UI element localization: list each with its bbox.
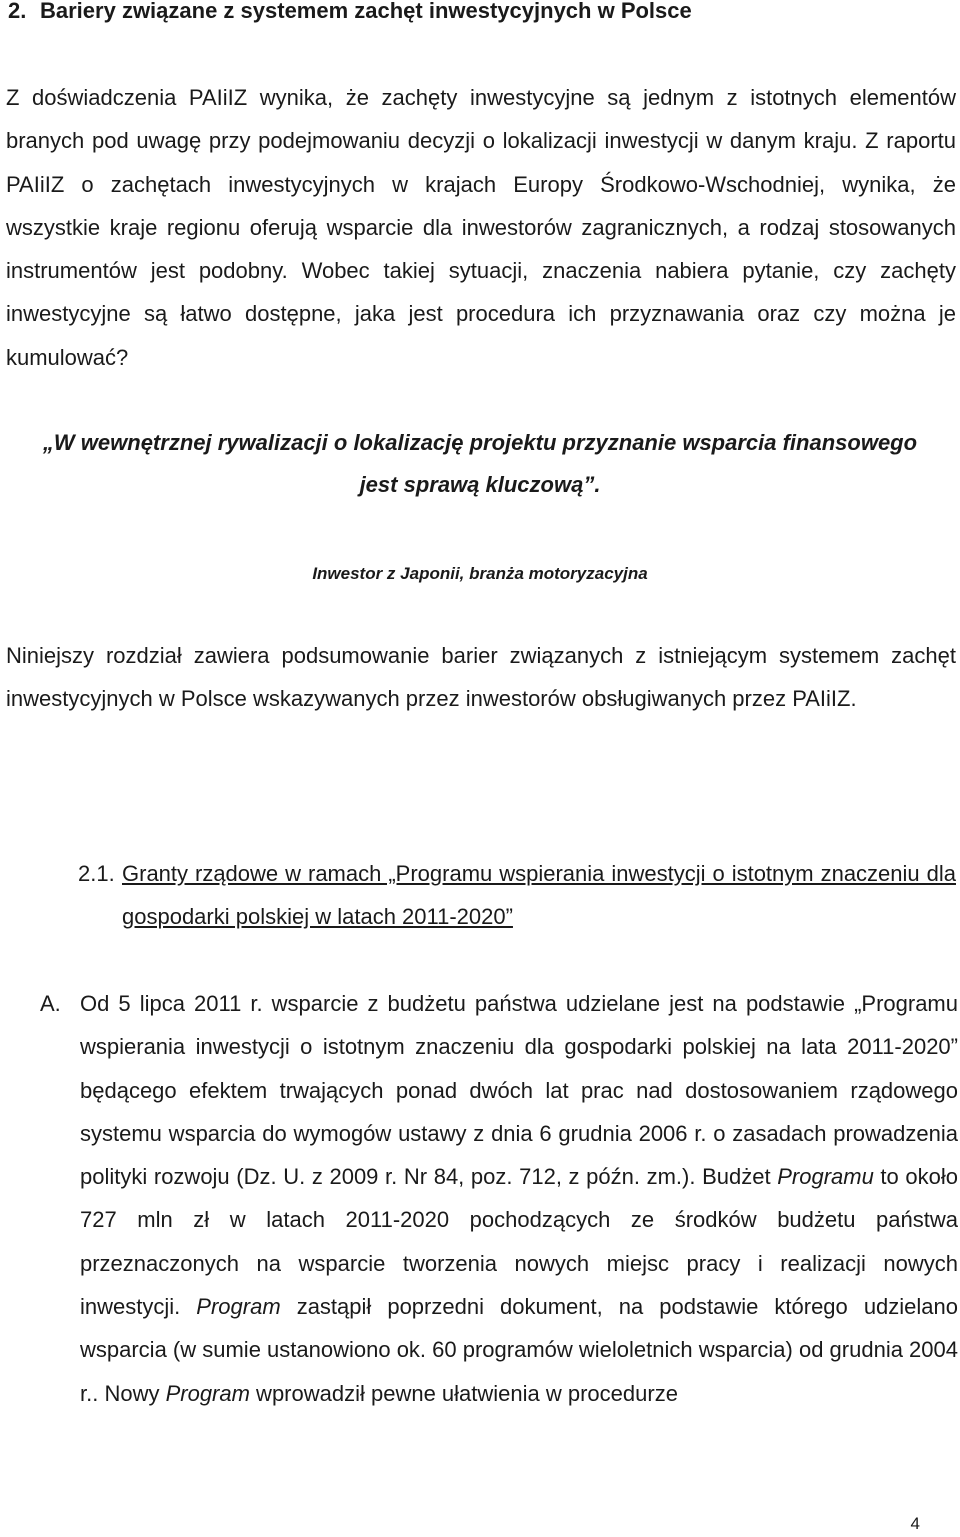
program-italic-1: Programu: [777, 1164, 874, 1190]
list-item-text-3: zastąpił poprzedni dokument, na podstawie którego udzielano wsparcia (w sumie ustanowiono ok. 60 programów wieloletnich wsparcia) od grudnia 2004 r.. Nowy: [80, 1294, 959, 1406]
program-italic-2: Program: [196, 1294, 281, 1320]
paragraph-chapter-summary: Niniejszy rozdział zawiera podsumowanie barier związanych z istniejącym systemem zachęt inwestycyjnych w Polsce wskazywanych przez inwestorów obsługiwanych przez PAIiIZ.: [6, 643, 956, 712]
list-item-marker: A.: [40, 991, 61, 1016]
list-item-body: [80, 982, 958, 1415]
program-italic-3: Program: [165, 1380, 250, 1406]
section-heading: [8, 0, 692, 26]
paragraph-intro: Z doświadczenia PAIiIZ wynika, że zachęty inwestycyjne są jednym z istotnych elementów branych pod uwagę przy podejmowaniu decyzji o lokalizacji inwestycji w danym kraju. Z raportu PAIiIZ o zachętach inwestycyjnych w krajach Europy Środkowo-Wschodniej, wynika, że wszystkie kraje regionu oferują wsparcie dla inwestorów zagranicznych, a rodzaj stosowanych instrumentów jest podobny. Wobec takiej sytuacji, znaczenia nabiera pytanie, czy zachęty inwestycyjne są łatwo dostępne, jaka jest procedura ich przyznawania oraz czy można je kumulować?: [6, 85, 956, 370]
section-title: Bariery związane z systemem zachęt inwestycyjnych w Polsce: [40, 0, 692, 23]
subsection-title: Granty rządowe w ramach „Programu wspierania inwestycji o istotnym znaczeniu dla gospodarki polskiej w latach 2011-2020”: [122, 861, 956, 929]
list-item-text-4: wprowadził pewne ułatwienia w procedurze: [249, 1380, 678, 1406]
list-item-text-1: Od 5 lipca 2011 r. wsparcie z budżetu państwa udzielane jest na podstawie „Programu wspierania inwestycji o istotnym znaczeniu dla gospodarki polskiej na lata 2011-2020” będącego efektem trwających ponad dwóch lat prac nad dostosowaniem rządowego systemu wsparcia do wymogów ustawy z dnia 6 grudnia 2006 r. o zasadach prowadzenia polityki rozwoju (Dz. U. z 2009 r. Nr 84, poz. 712, z późn. zm.). Budżet: [80, 991, 958, 1190]
section-number: 2.: [8, 0, 27, 23]
quote-source: Inwestor z Japonii, branża motoryzacyjna: [312, 564, 648, 583]
subsection-number: 2.1.: [78, 861, 115, 886]
page-number: 4: [910, 1514, 920, 1533]
investor-quote: „W wewnętrznej rywalizacji o lokalizację projektu przyznanie wsparcia finansowego jest sprawą kluczową”.: [42, 430, 918, 497]
list-item-text-2: to około 727 mln zł w latach 2011-2020 pochodzących ze środków budżetu państwa przeznaczonych na wsparcie tworzenia nowych miejsc pracy i realizacji nowych inwestycji.: [80, 1164, 958, 1320]
